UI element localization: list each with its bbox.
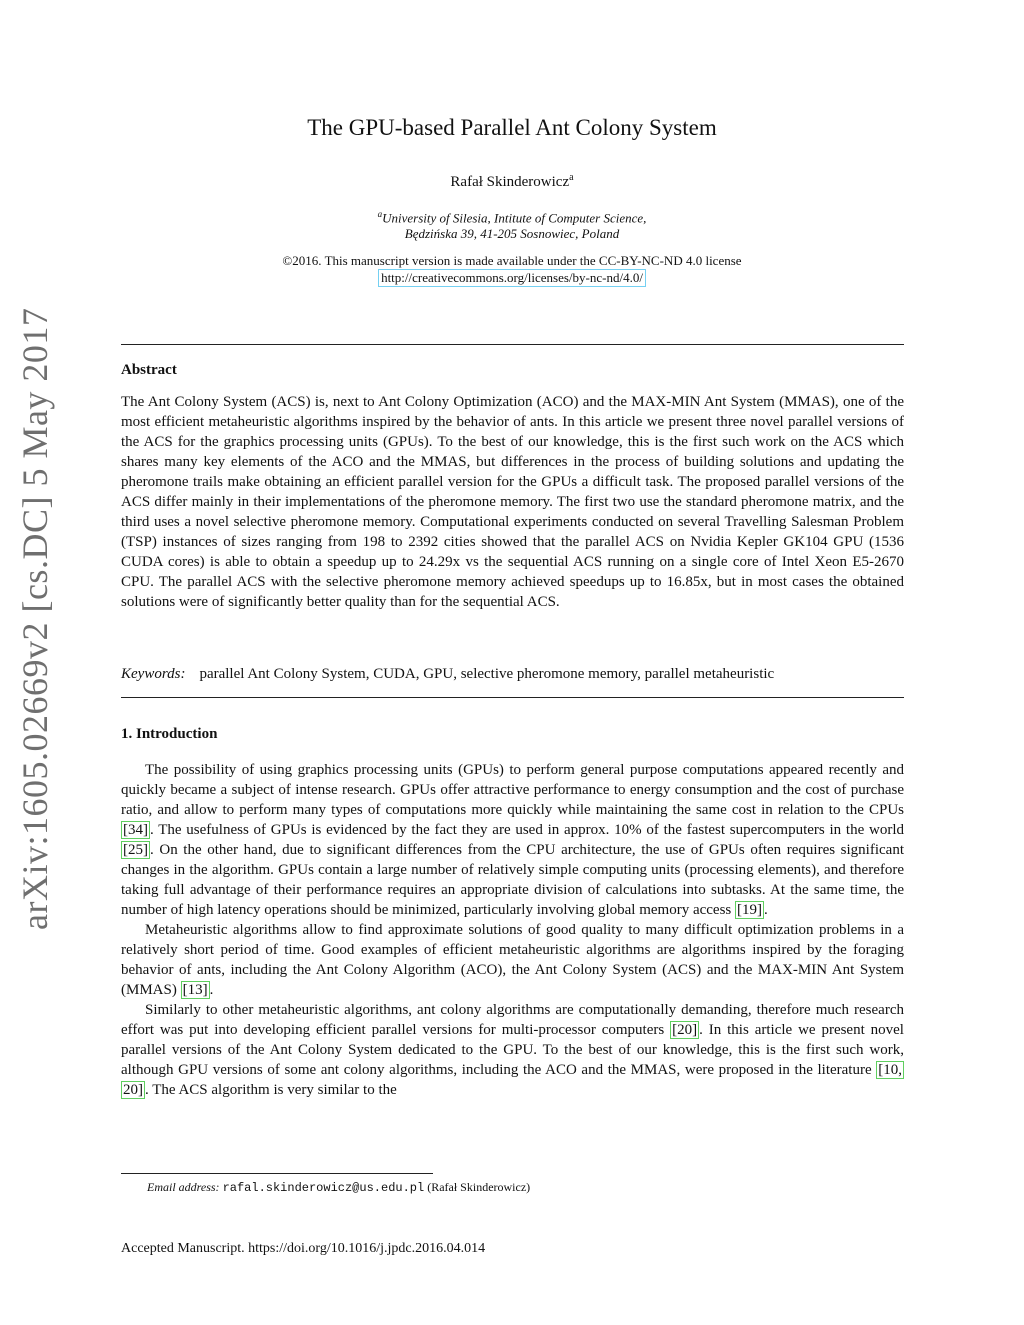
keywords (121, 664, 904, 684)
paragraph: Similarly to other metaheuristic algorithms, ant colony algorithms are computationally demanding, therefore much research effort was put into developing efficient parallel versions for multi-processor computers [20] . In this article we present novel parallel versions of the Ant Colony System dedicated to the GPU. To the best of our knowledge, this is the first such work, although GPU versions of some ant colony algorithms, including the ACO and the MMAS, were proposed in the literature [10, 20] . The ACS algorithm is very similar to the (121, 1002, 904, 1098)
citation-link[interactable]: [13] (182, 982, 208, 998)
section-heading-introduction: 1. Introduction (121, 726, 218, 742)
affiliation (0, 206, 1024, 242)
license-notice (0, 253, 1024, 287)
citation-link[interactable]: [10, (878, 1062, 902, 1078)
citation-link[interactable]: [34] (123, 822, 148, 838)
abstract-top-rule (121, 344, 904, 345)
affiliation-line-2: Będzińska 39, 41-205 Sosnowiec, Poland (404, 226, 620, 242)
paragraph: Metaheuristic algorithms allow to find approximate solutions of good quality to many difficult optimization problems in a relatively short period of time. Good examples of efficient metaheuristic algorithms are algorithms inspired by the foraging behavior of ants, including the Ant Colony Algorithm (ACO), the Ant Colony System (ACS) and the MAX-MIN Ant System (MMAS) [13] . (121, 922, 904, 998)
keywords-label: Keywords: (121, 666, 186, 682)
arxiv-sidebar-stamp: arXiv:1605.02669v2 [cs.DC] 5 May 2017 (15, 307, 55, 930)
license-text: ©2016. This manuscript version is made available under the CC-BY-NC-ND 4.0 license (282, 253, 742, 268)
footnote-email (147, 1180, 530, 1195)
keywords-text: parallel Ant Colony System, CUDA, GPU, selective pheromone memory, parallel metaheuristic (199, 666, 775, 682)
abstract-heading: Abstract (121, 362, 177, 378)
introduction-body (121, 760, 904, 1100)
footnote-rule (121, 1173, 433, 1174)
abstract-bottom-rule (121, 697, 904, 698)
author-email[interactable]: rafal.skinderowicz@us.edu.pl (222, 1181, 425, 1195)
citation-link[interactable]: [19] (737, 902, 763, 918)
author-affiliation-mark: a (569, 172, 574, 183)
citation-link[interactable]: [25] (123, 842, 148, 858)
accepted-manuscript-note: Accepted Manuscript. https://doi.org/10.1016/j.jpdc.2016.04.014 (121, 1241, 486, 1256)
author-line (0, 172, 1024, 191)
affiliation-mark: a (377, 209, 383, 219)
paper-title: The GPU-based Parallel Ant Colony System (307, 115, 717, 140)
affiliation-line-1: $^a$University of Silesia, Intitute of Computer Science, (377, 209, 647, 226)
abstract-text: The Ant Colony System (ACS) is, next to Ant Colony Optimization (ACO) and the MAX-MIN Ant System (MMAS), one of the most efficient metaheuristic algorithms inspired by the behavior of ants. In this article we present three novel parallel versions of the ACS for the graphics processing units (GPUs). To the best of our knowledge, this is the first such work on the ACS which shares many key elements of the ACO and the MMAS, but differences in the process of building solutions and updating the pheromone trails make obtaining an efficient parallel version for the GPUs a difficult task. The proposed parallel versions of the ACS differ mainly in their implementations of the pheromone memory. The first two use the standard pheromone matrix, and the third uses a novel selective pheromone memory. Computational experiments conducted on several Travelling Salesman Problem (TSP) instances of sizes ranging from 198 to 2392 cities showed that the parallel ACS on Nvidia Kepler GK104 GPU (1536 CUDA cores) is able to obtain a speedup up to 24.29x vs the sequential ACS running on a single core of Intel Xeon E5-2670 CPU. The parallel ACS with the selective pheromone memory achieved speedups up to 16.85x, but in most cases the obtained solutions were of significantly better quality than for the sequential ACS. (121, 394, 904, 610)
citation-link[interactable]: [20] (672, 1022, 698, 1038)
citation-link[interactable]: 20] (123, 1082, 143, 1098)
license-link[interactable]: http://creativecommons.org/licenses/by-nc-nd/4.0/ (378, 269, 646, 287)
paragraph: The possibility of using graphics processing units (GPUs) to perform general purpose computations appeared recently and quickly became a subject of intense research. GPUs offer attractive performance to energy consumption and the cost of purchase ratio, and allow to perform many types of computations more quickly while maintaining the same cost in relation to the CPUs [34] . The usefulness of GPUs is evidenced by the fact they are used in approx. 10% of the fastest supercomputers in the world [25] . On the other hand, due to significant differences from the CPU architecture, the use of GPUs often requires significant changes in the algorithm. GPUs contain a large number of relatively simple computing units (processing elements), and therefore taking full advantage of their performance requires an appropriate division of calculations into subtasks. At the same time, the number of high latency operations should be minimized, particularly involving global memory access [19] . (121, 762, 904, 918)
footnote-label: Email address: (147, 1180, 220, 1194)
footnote-author-name: (Rafał Skinderowicz) (427, 1180, 531, 1194)
author-name: Rafał Skinderowicz (450, 174, 570, 190)
